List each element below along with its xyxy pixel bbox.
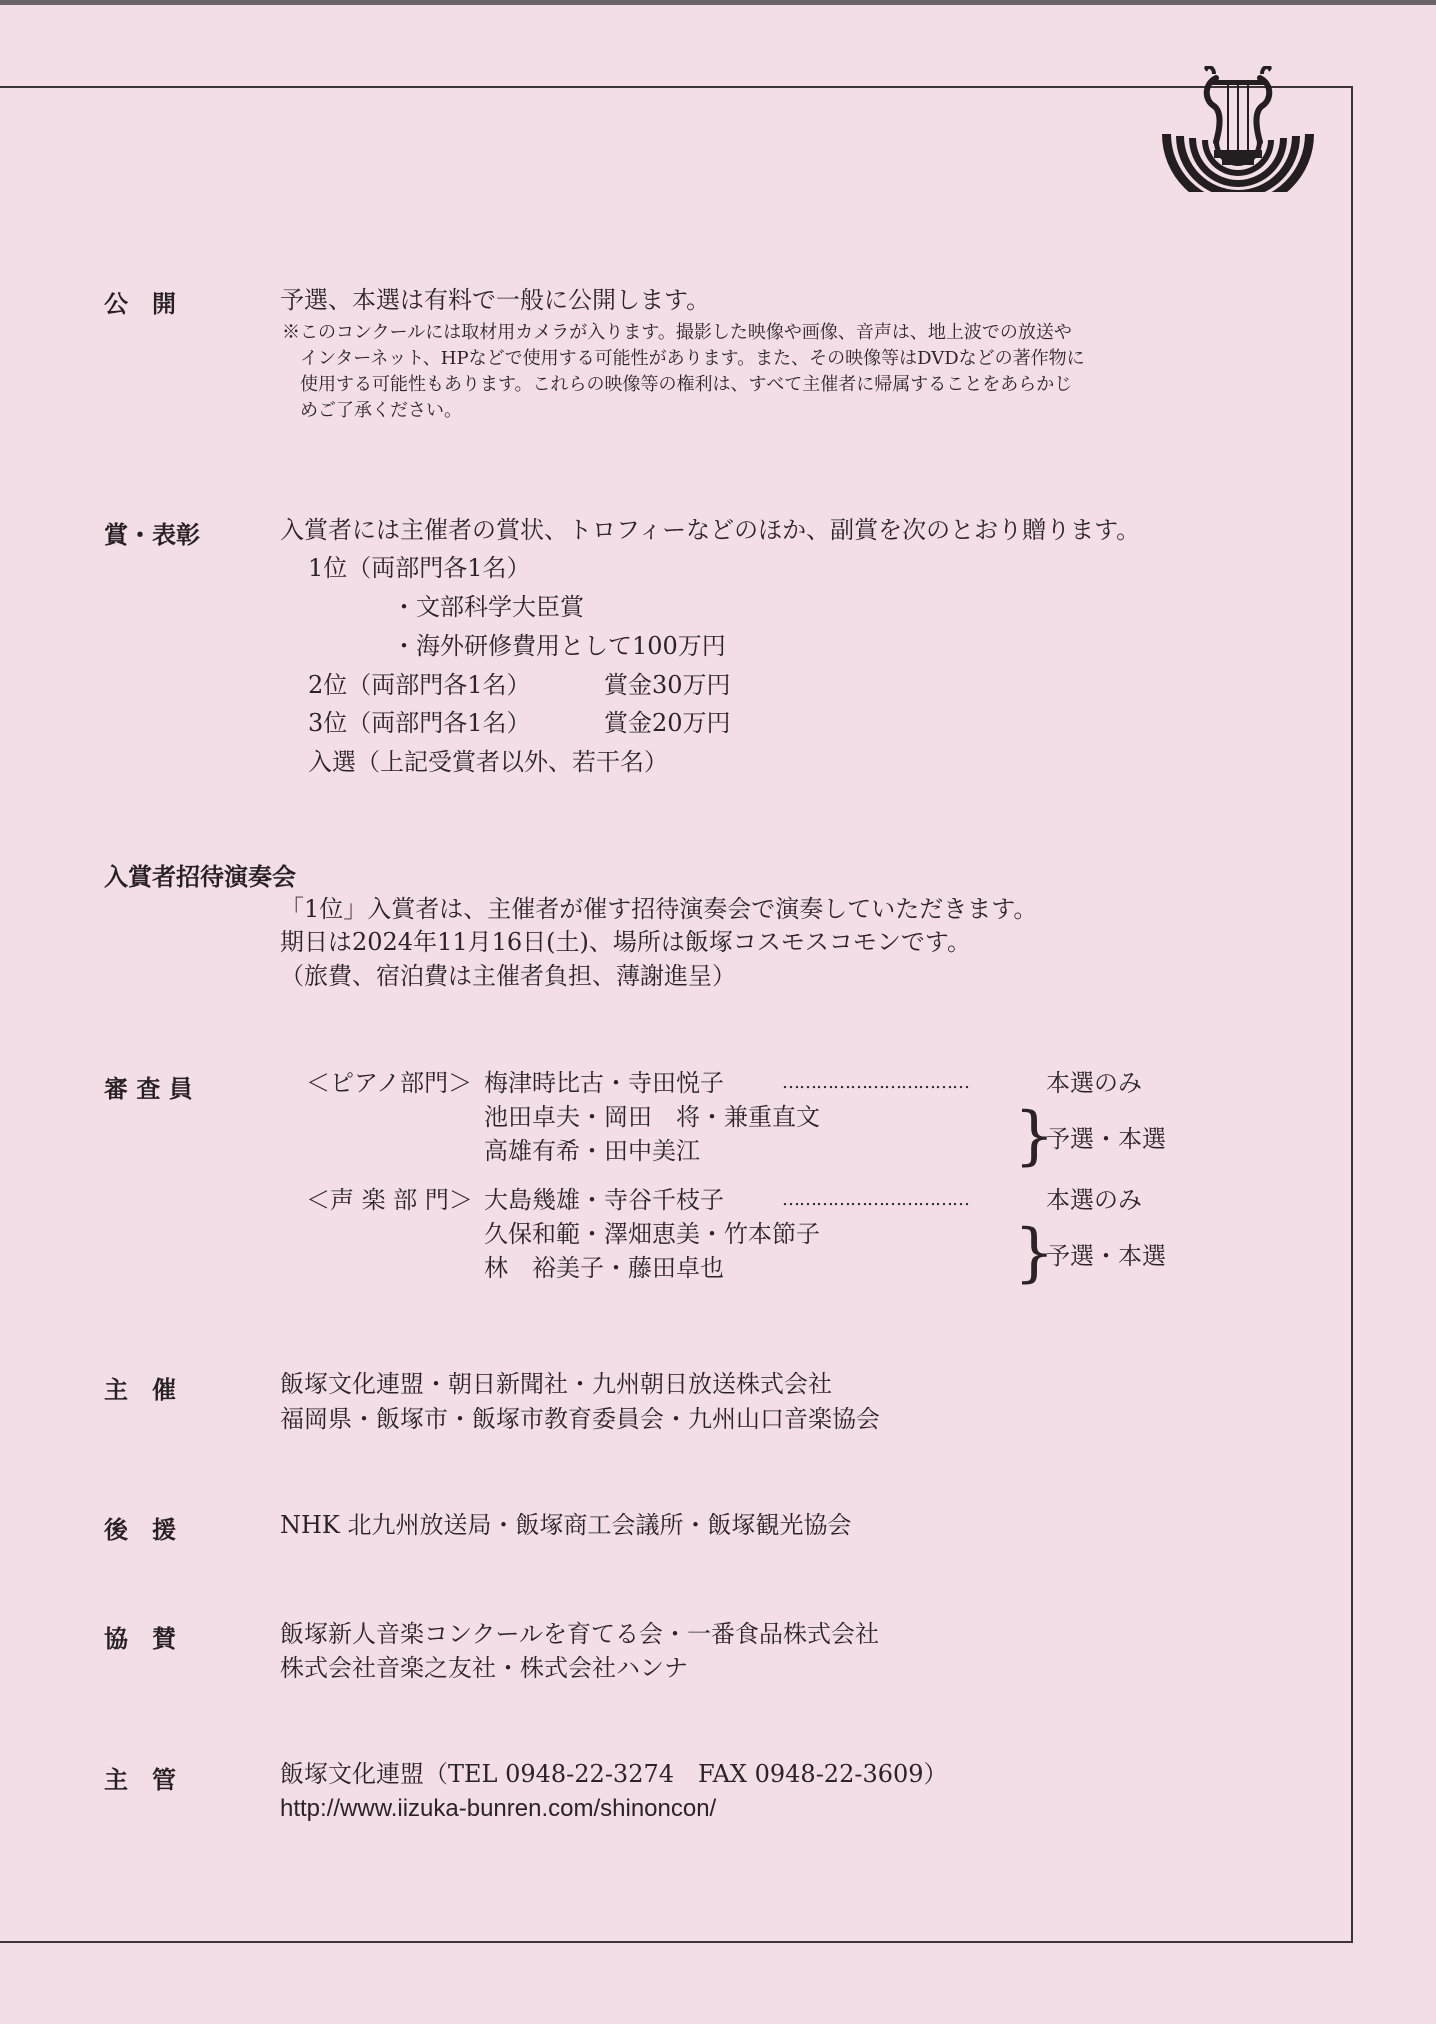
piano-judges-row-1: 梅津時比古・寺田悦子 — [484, 1069, 724, 1097]
vocal-dept: ＜声 楽 部 門＞ — [306, 1186, 473, 1214]
support-label: 後 援 — [104, 1516, 176, 1544]
top-edge-line — [0, 0, 1436, 5]
concert-line-1: 「1位」入賞者は、主催者が催す招待演奏会で演奏していただきます。 — [280, 895, 1038, 923]
vocal-group-role: 予選・本選 — [1046, 1242, 1166, 1270]
sponsor-line-2: 株式会社音楽之友社・株式会社ハンナ — [280, 1654, 688, 1682]
piano-judges-row-3: 高雄有希・田中美江 — [484, 1137, 700, 1165]
kokai-label: 公 開 — [104, 290, 176, 318]
management-label: 主 管 — [104, 1766, 176, 1794]
award-honorable: 入選（上記受賞者以外、若干名） — [308, 748, 668, 776]
award-third-prize: 賞金20万円 — [604, 709, 731, 737]
vocal-final-only: 本選のみ — [1046, 1186, 1142, 1214]
awards-intro: 入賞者には主催者の賞状、トロフィーなどのほか、副賞を次のとおり贈ります。 — [280, 516, 1141, 544]
kokai-note-line-1: ※このコンクールには取材用カメラが入ります。撮影した映像や画像、音声は、地上波での放送や — [282, 322, 1072, 343]
vocal-brace: } — [1014, 1216, 1055, 1290]
award-second-prize: 賞金30万円 — [604, 671, 731, 699]
concert-label: 入賞者招待演奏会 — [104, 863, 296, 891]
concert-line-3: （旅費、宿泊費は主催者負担、薄謝進呈） — [280, 962, 736, 990]
award-third: 3位（両部門各1名） — [308, 709, 531, 737]
award-first-item-1: ・文部科学大臣賞 — [392, 593, 584, 621]
piano-dept: ＜ピアノ部門＞ — [306, 1069, 473, 1097]
vocal-judges-row-3: 林 裕美子・藤田卓也 — [484, 1254, 724, 1282]
sponsor-line-1: 飯塚新人音楽コンクールを育てる会・一番食品株式会社 — [280, 1620, 880, 1648]
award-first-item-2: ・海外研修費用として100万円 — [392, 632, 726, 660]
management-line-1: 飯塚文化連盟（TEL 0948-22-3274 FAX 0948-22-3609） — [280, 1760, 948, 1788]
vocal-judges-row-2: 久保和範・澤畑恵美・竹本節子 — [484, 1220, 820, 1248]
awards-label: 賞・表彰 — [104, 521, 200, 549]
piano-judges-row-2: 池田卓夫・岡田 将・兼重直文 — [484, 1103, 820, 1131]
organizer-line-1: 飯塚文化連盟・朝日新聞社・九州朝日放送株式会社 — [280, 1370, 832, 1398]
kokai-note-line-3: 使用する可能性もあります。これらの映像等の権利は、すべて主催者に帰属することをあらかじ — [300, 374, 1073, 395]
judges-label: 審 査 員 — [104, 1075, 193, 1103]
vocal-dot-leader: …………………………… — [782, 1189, 969, 1210]
piano-brace: } — [1014, 1099, 1055, 1173]
concert-line-2: 期日は2024年11月16日(土)、場所は飯塚コスモスコモンです。 — [280, 928, 971, 956]
kokai-main-text: 予選、本選は有料で一般に公開します。 — [280, 286, 711, 314]
kokai-note-line-2: インターネット、HPなどで使用する可能性があります。また、その映像等はDVDなどの著作物に — [300, 348, 1085, 369]
vocal-judges-row-1: 大島幾雄・寺谷千枝子 — [484, 1186, 724, 1214]
piano-group-role: 予選・本選 — [1046, 1125, 1166, 1153]
sponsor-label: 協 賛 — [104, 1625, 176, 1653]
piano-dot-leader: …………………………… — [782, 1072, 969, 1093]
piano-final-only: 本選のみ — [1046, 1069, 1142, 1097]
organizer-line-2: 福岡県・飯塚市・飯塚市教育委員会・九州山口音楽協会 — [280, 1405, 880, 1433]
management-url-link[interactable]: http://www.iizuka-bunren.com/shinoncon/ — [280, 1795, 717, 1822]
award-first: 1位（両部門各1名） — [308, 554, 531, 582]
support-line-1: NHK 北九州放送局・飯塚商工会議所・飯塚観光協会 — [280, 1511, 852, 1539]
kokai-note-line-4: めご了承ください。 — [300, 400, 462, 421]
lyre-emblem-icon — [1158, 66, 1318, 192]
organizer-label: 主 催 — [104, 1376, 176, 1404]
award-second: 2位（両部門各1名） — [308, 671, 531, 699]
